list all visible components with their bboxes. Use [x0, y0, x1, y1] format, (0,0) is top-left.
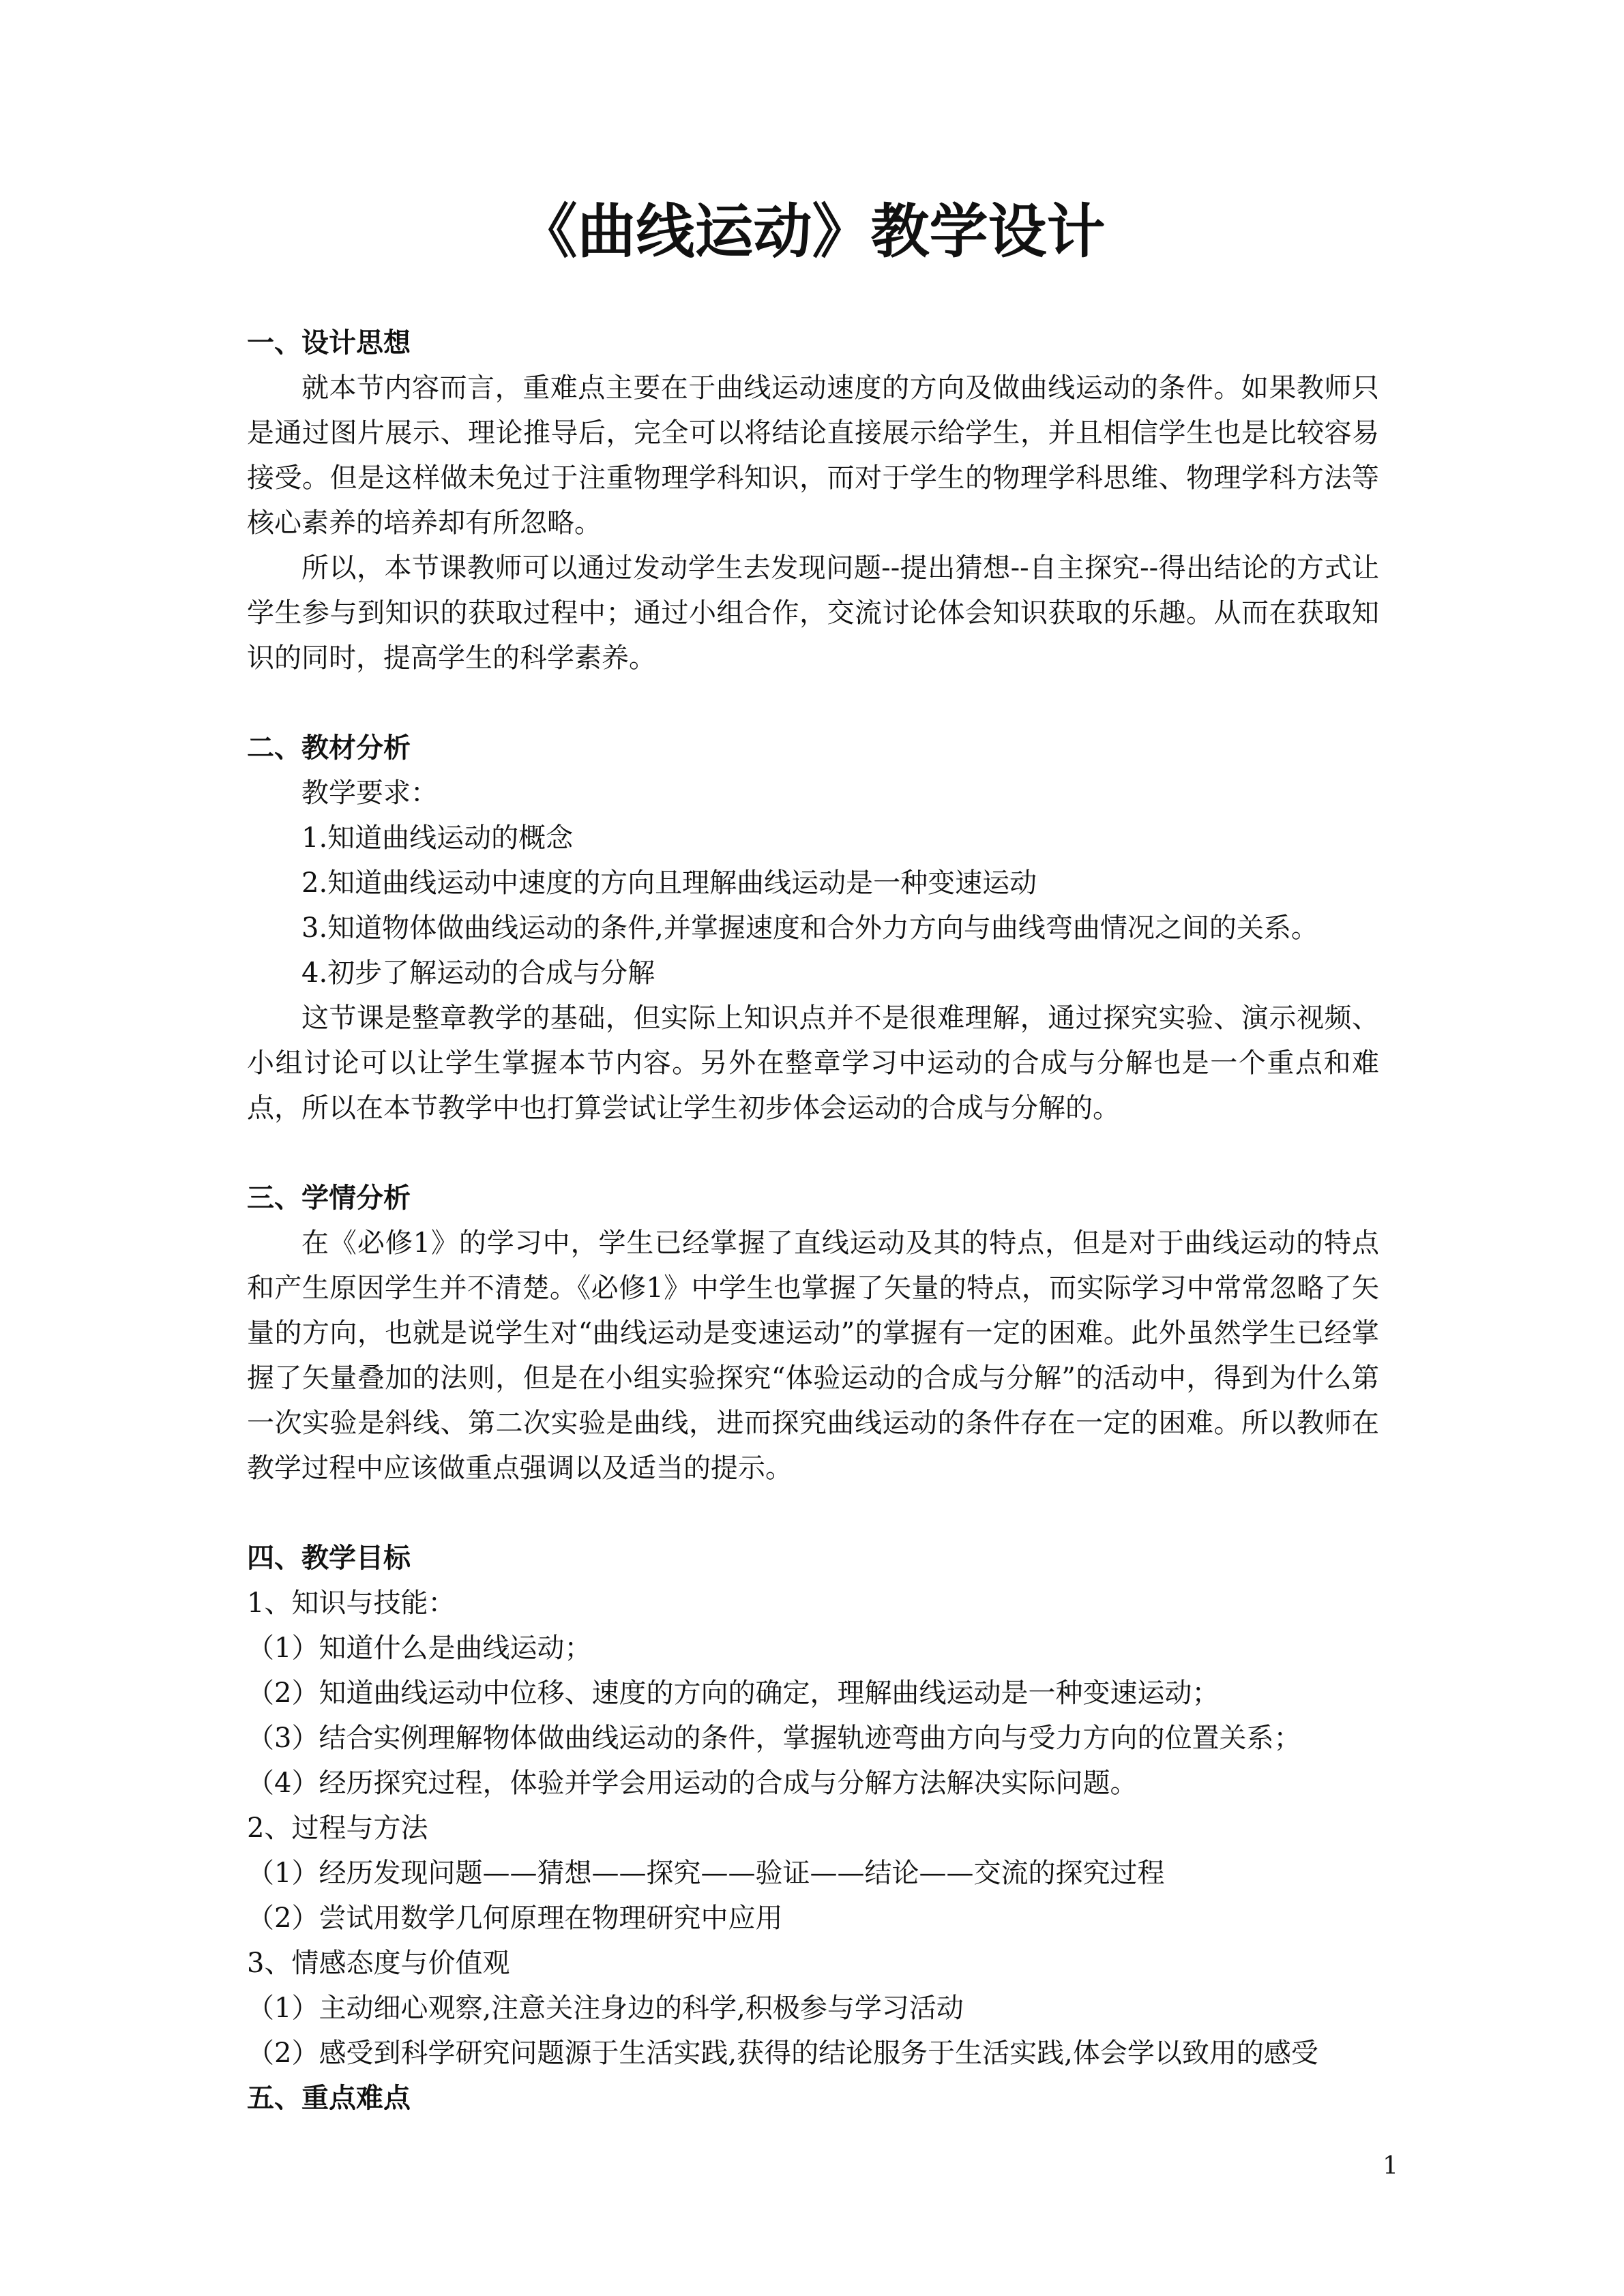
- objective-group-label-values: 3、情感态度与价值观: [247, 1948, 510, 1979]
- requirement-item-1: 1.知道曲线运动的概念: [301, 822, 574, 854]
- objective-group-label-knowledge: 1、知识与技能：: [247, 1587, 456, 1619]
- section-heading-design-idea: 一、设计思想: [247, 327, 411, 359]
- page-number: 1: [1383, 2152, 1398, 2180]
- objective-item: （1）主动细心观察,注意关注身边的科学,积极参与学习活动: [247, 1993, 964, 2024]
- design-idea-paragraph-1: 就本节内容而言，重难点主要在于曲线运动速度的方向及做曲线运动的条件。如果教师只是通过图片展示、理论推导后，完全可以将结论直接展示给学生，并且相信学生也是比较容易接受。但是这样做未免过于注重物理学科知识，而对于学生的物理学科思维、物理学科方法等核心素养的培养却有所忽略。: [247, 372, 1379, 539]
- section-heading-objectives: 四、教学目标: [247, 1542, 411, 1574]
- section-heading-material: 二、教材分析: [247, 732, 411, 764]
- objective-group-label-process: 2、过程与方法: [247, 1813, 428, 1844]
- section-heading-learners: 三、学情分析: [247, 1182, 411, 1214]
- design-idea-paragraph-2: 所以，本节课教师可以通过发动学生去发现问题--提出猜想--自主探究--得出结论的方式让学生参与到知识的获取过程中；通过小组合作，交流讨论体会知识获取的乐趣。从而在获取知识的同时，提高学生的科学素养。: [247, 552, 1379, 674]
- requirement-item-2: 2.知道曲线运动中速度的方向且理解曲线运动是一种变速运动: [301, 867, 1037, 899]
- objective-item: （2）尝试用数学几何原理在物理研究中应用: [247, 1903, 783, 1934]
- objective-item: （2）知道曲线运动中位移、速度的方向的确定，理解曲线运动是一种变速运动；: [247, 1678, 1220, 1709]
- requirement-item-3: 3.知道物体做曲线运动的条件,并掌握速度和合外力方向与曲线弯曲情况之间的关系。: [301, 912, 1318, 944]
- section-gap: [247, 1131, 1379, 1176]
- learners-paragraph: 在《必修1》的学习中，学生已经掌握了直线运动及其的特点，但是对于曲线运动的特点和产生原因学生并不清楚。《必修1》中学生也掌握了矢量的特点，而实际学习中常常忽略了矢量的方向，也就是说学生对“曲线运动是变速运动”的掌握有一定的困难。此外虽然学生已经掌握了矢量叠加的法则，但是在小组实验探究“体验运动的合成与分解”的活动中，得到为什么第一次实验是斜线、第二次实验是曲线，进而探究曲线运动的条件存在一定的困难。所以教师在教学过程中应该做重点强调以及适当的提示。: [247, 1227, 1379, 1484]
- section-heading-key-points: 五、重点难点: [247, 2082, 411, 2114]
- document-body: [247, 320, 1379, 2121]
- document-title: 《曲线运动》教学设计: [518, 197, 1106, 266]
- requirement-item-4: 4.初步了解运动的合成与分解: [301, 957, 655, 989]
- objective-item: （1）经历发现问题——猜想——探究——验证——结论——交流的探究过程: [247, 1858, 1165, 1889]
- objective-item: （4）经历探究过程，体验并学会用运动的合成与分解方法解决实际问题。: [247, 1768, 1138, 1799]
- section-gap: [247, 681, 1379, 726]
- objective-item: （2）感受到科学研究问题源于生活实践,获得的结论服务于生活实践,体会学以致用的感受: [247, 2038, 1318, 2069]
- requirements-label: 教学要求：: [301, 777, 438, 809]
- objective-item: （1）知道什么是曲线运动；: [247, 1632, 592, 1664]
- section-gap: [247, 1491, 1379, 1536]
- objective-item: （3）结合实例理解物体做曲线运动的条件，掌握轨迹弯曲方向与受力方向的位置关系；: [247, 1723, 1301, 1754]
- material-paragraph: 这节课是整章教学的基础，但实际上知识点并不是很难理解，通过探究实验、演示视频、小组讨论可以让学生掌握本节内容。另外在整章学习中运动的合成与分解也是一个重点和难点，所以在本节教学中也打算尝试让学生初步体会运动的合成与分解的。: [247, 1002, 1379, 1124]
